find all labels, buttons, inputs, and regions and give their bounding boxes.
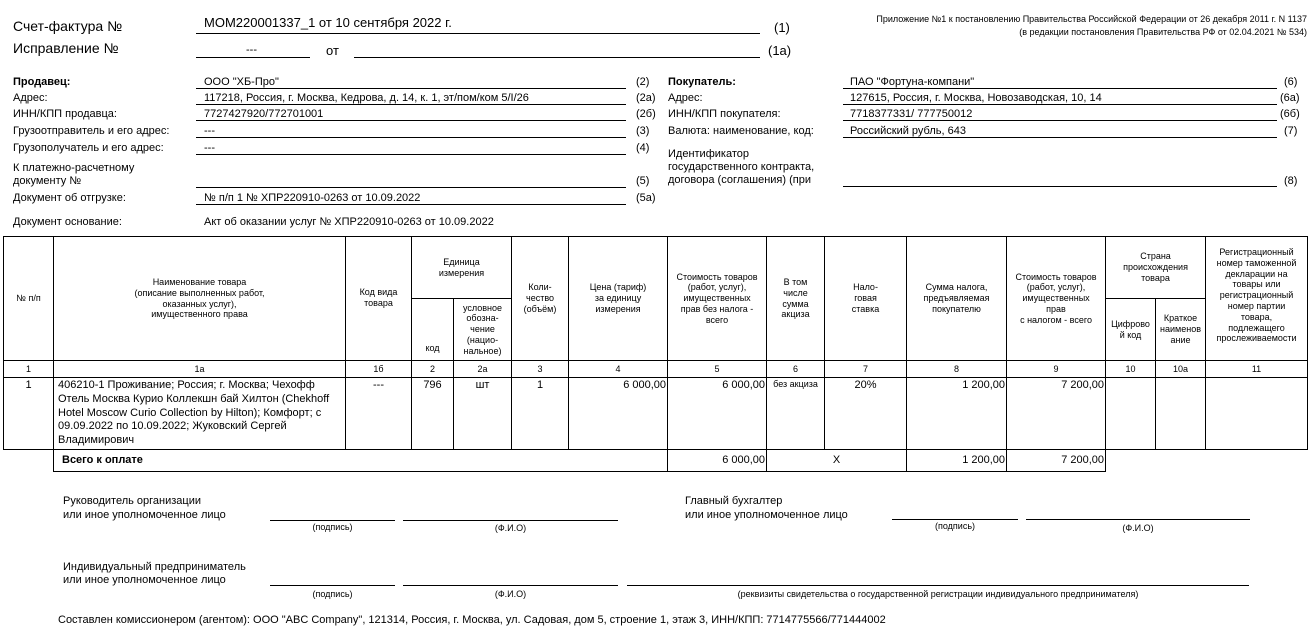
row-unit: шт [454, 378, 512, 450]
th-code: код [412, 299, 454, 361]
currency-value: Российский рубль, 643 [850, 125, 966, 137]
ip-label2: или иное уполномоченное лицо [63, 574, 226, 586]
consignee-value: --- [204, 142, 215, 154]
head-sign-line [270, 520, 395, 521]
shipment-doc-code: (5а) [636, 192, 656, 204]
buyer-address: 127615, Россия, г. Москва, Новозаводская, 10, 14 [850, 92, 1102, 104]
invoice-number: MOM220001337_1 от 10 сентября 2022 г. [204, 15, 452, 30]
th-kind: Код вида товара [346, 237, 412, 361]
accountant-fio-line [1026, 519, 1250, 520]
shipment-doc-label: Документ об отгрузке: [13, 192, 126, 204]
th-tax: Сумма налога, предъявляемая покупателю [907, 237, 1007, 361]
total-row [4, 449, 1308, 471]
seller-inn-label: ИНН/КПП продавца: [13, 108, 117, 120]
correction-label: Исправление № [13, 40, 119, 56]
col-num: 1а [54, 361, 346, 378]
currency-code: (7) [1284, 125, 1298, 137]
th-cond: условное обозна- чение (нацио- нальное) [454, 299, 512, 361]
th-country-short: Краткое наименов ание [1156, 299, 1206, 361]
currency-underline [843, 137, 1277, 138]
seller-inn-underline [196, 120, 626, 121]
row-tax: 1 200,00 [907, 378, 1007, 450]
row-qty: 1 [512, 378, 569, 450]
accountant-fio-caption: (Ф.И.О) [1122, 523, 1154, 533]
accountant-sign-line [892, 519, 1018, 520]
seller-address: 117218, Россия, г. Москва, Кедрова, д. 14, к. 1, эт/пом/ком 5/I/26 [204, 92, 529, 104]
th-country: Страна происхождения товара [1106, 237, 1206, 299]
row-rate: 20% [825, 378, 907, 450]
col-num: 5 [668, 361, 767, 378]
contract-label2: государственного контракта, [668, 161, 815, 173]
correction-underline [196, 57, 310, 58]
seller-address-label: Адрес: [13, 92, 48, 104]
th-country-digit: Цифрово й код [1106, 299, 1156, 361]
col-num: 6 [767, 361, 825, 378]
ip-fio-caption: (Ф.И.О) [494, 589, 527, 599]
seller-underline [196, 88, 626, 89]
accountant-sign-caption: (подпись) [934, 521, 976, 531]
table-row [4, 378, 1308, 450]
row-price: 6 000,00 [569, 378, 668, 450]
row-code: 796 [412, 378, 454, 450]
buyer-label: Покупатель: [668, 76, 736, 88]
row-kind: --- [346, 378, 412, 450]
th-unit: Единица измерения [412, 237, 512, 299]
seller-code: (2) [636, 76, 650, 88]
col-num: 2 [412, 361, 454, 378]
seller-address-code: (2а) [636, 92, 656, 104]
col-num: 11 [1206, 361, 1308, 378]
shipper-value: --- [204, 125, 215, 137]
appendix-line1: Приложение №1 к постановлению Правительства Российской Федерации от 26 декабря 2011 г. N 1137 [876, 14, 1307, 24]
shipper-underline [196, 137, 626, 138]
ip-cert-caption: (реквизиты свидетельства о государственной регистрации индивидуального предпринимателя) [737, 589, 1139, 599]
row-total: 7 200,00 [1007, 378, 1106, 450]
total-tax: 1 200,00 [907, 449, 1007, 471]
col-num: 3 [512, 361, 569, 378]
column-numbers-row [4, 361, 1308, 378]
shipper-code: (3) [636, 125, 650, 137]
th-rate: Нало- говая ставка [825, 237, 907, 361]
row-reg [1206, 378, 1308, 450]
ip-sign-line [270, 585, 395, 586]
currency-label: Валюта: наименование, код: [668, 125, 814, 137]
buyer-address-code: (6а) [1280, 92, 1300, 104]
head-sign-caption: (подпись) [312, 522, 353, 532]
appendix-line2: (в редакции постановления Правительства РФ от 02.04.2021 № 534) [1019, 27, 1307, 37]
invoice-number-underline [196, 33, 760, 34]
seller-address-underline [196, 104, 626, 105]
seller-value: ООО "ХБ-Про" [204, 76, 279, 88]
th-cost: Стоимость товаров (работ, услуг), имущественных прав без налога - всего [668, 237, 767, 361]
row-excise: без акциза [767, 378, 825, 450]
th-total: Стоимость товаров (работ, услуг), имущественных прав с налогом - всего [1007, 237, 1106, 361]
total-label: Всего к оплате [54, 449, 668, 471]
correction-from: от [326, 43, 339, 58]
correction-code: (1а) [768, 43, 792, 58]
buyer-code: (6) [1284, 76, 1298, 88]
th-price: Цена (тариф) за единицу измерения [569, 237, 668, 361]
col-num: 7 [825, 361, 907, 378]
th-num: № п/п [4, 237, 54, 361]
base-doc: Акт об оказании услуг № ХПР220910-0263 от 10.09.2022 [204, 216, 494, 228]
total-cost: 6 000,00 [668, 449, 767, 471]
row-cost: 6 000,00 [668, 378, 767, 450]
contract-label3: договора (соглашения) (при [668, 174, 811, 186]
row-country-digit [1106, 378, 1156, 450]
buyer-inn-label: ИНН/КПП покупателя: [668, 108, 781, 120]
buyer-inn: 7718377331/ 777750012 [850, 108, 973, 120]
th-name: Наименование товара (описание выполненных работ, оказанных услуг), имущественного права [54, 237, 346, 361]
col-num: 8 [907, 361, 1007, 378]
invoice-code: (1) [774, 20, 790, 35]
th-qty: Коли- чество (объём) [512, 237, 569, 361]
seller-inn: 7727427920/772701001 [204, 108, 324, 120]
row-num: 1 [4, 378, 54, 450]
invoice-label: Счет-фактура № [13, 18, 123, 34]
th-excise: В том числе сумма акциза [767, 237, 825, 361]
shipment-doc-underline [196, 204, 626, 205]
row-country-short [1156, 378, 1206, 450]
buyer-inn-underline [843, 120, 1277, 121]
shipment-doc: № п/п 1 № ХПР220910-0263 от 10.09.2022 [204, 192, 421, 204]
correction-date-underline [354, 57, 760, 58]
head-label1: Руководитель организации [63, 495, 202, 507]
ip-cert-line [627, 585, 1249, 586]
contract-underline [843, 186, 1277, 187]
total-rate: X [767, 449, 907, 471]
total-spacer [4, 449, 54, 471]
head-label2: или иное уполномоченное лицо [63, 509, 226, 521]
buyer-address-label: Адрес: [668, 92, 703, 104]
ip-label1: Индивидуальный предприниматель [63, 561, 246, 573]
ip-sign-caption: (подпись) [312, 589, 353, 599]
buyer-underline [843, 88, 1277, 89]
base-doc-label: Документ основание: [13, 216, 122, 228]
col-num: 1б [346, 361, 412, 378]
seller-inn-code: (2б) [636, 108, 656, 120]
seller-label: Продавец: [13, 76, 71, 88]
col-num: 9 [1007, 361, 1106, 378]
payment-doc-label1: К платежно-расчетному [13, 162, 135, 174]
col-num: 1 [4, 361, 54, 378]
consignee-underline [196, 154, 626, 155]
consignee-label: Грузополучатель и его адрес: [13, 142, 164, 154]
consignee-code: (4) [636, 142, 650, 154]
buyer-inn-code: (6б) [1280, 108, 1300, 120]
ip-fio-line [403, 585, 618, 586]
th-reg: Регистрационный номер таможенной декларации на товары или регистрационный номер партии товара, подлежащего прослеживаемости [1206, 237, 1308, 361]
col-num: 2а [454, 361, 512, 378]
accountant-label2: или иное уполномоченное лицо [685, 509, 848, 521]
agent-note: Составлен комиссионером (агентом): ООО "ABC Company", 121314, Россия, г. Москва, ул. Садовая, дом 5, строение 1, этаж 3, ИНН/КПП: 7714775566/771444002 [58, 614, 886, 626]
col-num: 4 [569, 361, 668, 378]
col-num: 10 [1106, 361, 1156, 378]
correction-value: --- [246, 44, 257, 56]
total-sum: 7 200,00 [1007, 449, 1106, 471]
head-fio-caption: (Ф.И.О) [494, 523, 527, 533]
total-empty [1106, 449, 1308, 471]
payment-doc-underline [196, 187, 626, 188]
shipper-label: Грузоотправитель и его адрес: [13, 125, 170, 137]
invoice-table [3, 236, 1308, 472]
col-num: 10а [1156, 361, 1206, 378]
payment-doc-code: (5) [636, 175, 650, 187]
payment-doc-label2: документу № [13, 175, 82, 187]
contract-label1: Идентификатор [668, 148, 749, 160]
row-name: 406210-1 Проживание; Россия; г. Москва; Чехофф Отель Москва Курио Коллекшн бай Хилтон (Chekhoff Hotel Moscow Curio Collection by Hilton); Комфорт; с 09.09.2022 по 10.09.2022; Жуковский Сергей Владимирович [54, 378, 346, 450]
buyer-value: ПАО "Фортуна-компани" [850, 76, 975, 88]
head-fio-line [403, 520, 618, 521]
contract-code: (8) [1284, 175, 1298, 187]
accountant-label1: Главный бухгалтер [685, 495, 783, 507]
buyer-address-underline [843, 104, 1277, 105]
